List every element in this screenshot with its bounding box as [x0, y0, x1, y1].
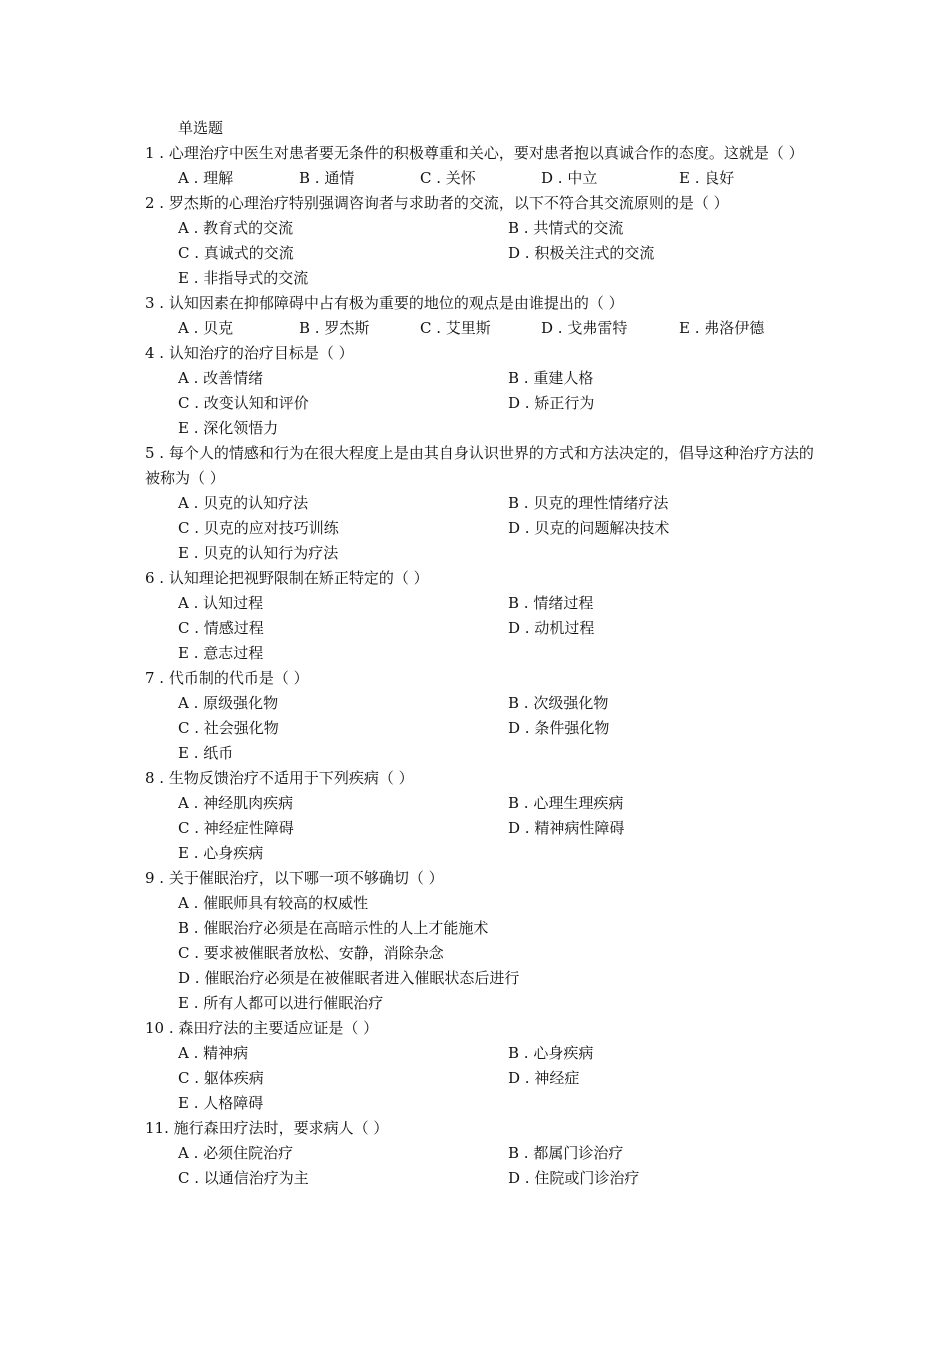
option-d: D . 积极关注式的交流 — [508, 244, 655, 262]
option-row — [178, 591, 825, 616]
option-row — [178, 941, 825, 966]
option-row — [178, 266, 825, 291]
option-d: D . 戈弗雷特 — [541, 319, 628, 337]
option-a: A . 原级强化物 — [178, 694, 279, 712]
option-b: B . 次级强化物 — [508, 694, 609, 712]
option-b: B . 贝克的理性情绪疗法 — [508, 494, 669, 512]
option-row — [178, 716, 825, 741]
option-b: B . 都属门诊治疗 — [508, 1144, 624, 1162]
option-row — [178, 391, 825, 416]
option-e: E . 人格障碍 — [178, 1094, 264, 1112]
question-stem: 5 . 每个人的情感和行为在很大程度上是由其自身认识世界的方式和方法决定的，倡导这种治疗方法的被称为（ ） — [145, 444, 814, 487]
section-title: 单选题 — [178, 119, 224, 137]
option-c: C . 躯体疾病 — [178, 1069, 264, 1087]
options — [145, 491, 825, 566]
option-row — [178, 966, 825, 991]
question-stem: 10 . 森田疗法的主要适应证是（ ） — [145, 1019, 379, 1037]
option-e: E . 纸币 — [178, 744, 234, 762]
option-c: C . 改变认知和评价 — [178, 394, 309, 412]
question-11 — [145, 1116, 825, 1191]
question-5 — [145, 441, 825, 566]
options — [145, 1041, 825, 1116]
option-b: B . 情绪过程 — [508, 594, 594, 612]
question-stem: 9 . 关于催眠治疗，以下哪一项不够确切（ ） — [145, 869, 444, 887]
option-a: A . 精神病 — [178, 1044, 249, 1062]
option-d: D . 动机过程 — [508, 619, 595, 637]
option-row — [178, 1166, 825, 1191]
options — [145, 591, 825, 666]
option-b: B . 罗杰斯 — [299, 319, 370, 337]
option-row — [178, 616, 825, 641]
options — [145, 691, 825, 766]
question-10 — [145, 1016, 825, 1116]
question-stem: 3 . 认知因素在抑郁障碍中占有极为重要的地位的观点是由谁提出的（ ） — [145, 294, 624, 312]
option-row — [178, 641, 825, 666]
options — [145, 216, 825, 291]
option-row — [178, 1141, 825, 1166]
question-list — [145, 116, 825, 1191]
option-c: C . 神经症性障碍 — [178, 819, 294, 837]
options — [145, 166, 825, 191]
option-row — [178, 241, 825, 266]
question-4 — [145, 341, 825, 441]
option-a: A . 神经肌肉疾病 — [178, 794, 294, 812]
option-row — [178, 841, 825, 866]
option-d: D . 住院或门诊治疗 — [508, 1169, 640, 1187]
option-e: E . 意志过程 — [178, 644, 264, 662]
option-row — [178, 316, 825, 341]
question-stem: 8 . 生物反馈治疗不适用于下列疾病（ ） — [145, 769, 414, 787]
question-stem: 4 . 认知治疗的治疗目标是（ ） — [145, 344, 354, 362]
option-row — [178, 516, 825, 541]
option-a: A . 认知过程 — [178, 594, 264, 612]
option-a: A . 必须住院治疗 — [178, 1144, 294, 1162]
question-3 — [145, 291, 825, 341]
option-b: B . 重建人格 — [508, 369, 594, 387]
question-stem: 7 . 代币制的代币是（ ） — [145, 669, 309, 687]
options — [145, 1141, 825, 1191]
option-a: A . 教育式的交流 — [178, 219, 294, 237]
option-d: D . 贝克的问题解决技术 — [508, 519, 670, 537]
option-a: A . 理解 — [178, 169, 234, 187]
option-c: C . 真诚式的交流 — [178, 244, 294, 262]
question-9 — [145, 866, 825, 1016]
option-a: A . 贝克 — [178, 319, 234, 337]
option-b: B . 通情 — [299, 169, 355, 187]
question-stem: 11. 施行森田疗法时，要求病人（ ） — [145, 1119, 389, 1137]
option-row — [178, 416, 825, 441]
option-b: B . 心身疾病 — [508, 1044, 594, 1062]
option-b: B . 共情式的交流 — [508, 219, 624, 237]
option-row — [178, 916, 825, 941]
option-e: E . 良好 — [679, 169, 735, 187]
option-a: A . 贝克的认知疗法 — [178, 494, 309, 512]
option-row — [178, 366, 825, 391]
question-7 — [145, 666, 825, 766]
option-c: C . 艾里斯 — [420, 319, 491, 337]
question-8 — [145, 766, 825, 866]
option-c: C . 关怀 — [420, 169, 476, 187]
option-b: B . 催眠治疗必须是在高暗示性的人上才能施术 — [178, 919, 489, 937]
option-e: E . 非指导式的交流 — [178, 269, 309, 287]
option-row — [178, 166, 825, 191]
option-e: E . 弗洛伊德 — [679, 319, 765, 337]
option-c: C . 贝克的应对技巧训练 — [178, 519, 339, 537]
option-a: A . 催眠师具有较高的权威性 — [178, 894, 369, 912]
option-row — [178, 816, 825, 841]
question-1 — [145, 141, 825, 191]
options — [145, 891, 825, 1016]
option-row — [178, 1066, 825, 1091]
question-stem: 2 . 罗杰斯的心理治疗特别强调咨询者与求助者的交流，以下不符合其交流原则的是（ ） — [145, 194, 729, 212]
options — [145, 316, 825, 341]
option-e: E . 贝克的认知行为疗法 — [178, 544, 339, 562]
option-c: C . 社会强化物 — [178, 719, 279, 737]
option-row — [178, 1091, 825, 1116]
option-e: E . 心身疾病 — [178, 844, 264, 862]
question-stem: 6 . 认知理论把视野限制在矫正特定的（ ） — [145, 569, 429, 587]
option-a: A . 改善情绪 — [178, 369, 264, 387]
option-c: C . 情感过程 — [178, 619, 264, 637]
option-c: C . 以通信治疗为主 — [178, 1169, 309, 1187]
option-d: D . 矫正行为 — [508, 394, 595, 412]
option-row — [178, 1041, 825, 1066]
question-6 — [145, 566, 825, 666]
option-b: B . 心理生理疾病 — [508, 794, 624, 812]
option-c: C . 要求被催眠者放松、安静，消除杂念 — [178, 944, 444, 962]
options — [145, 366, 825, 441]
option-d: D . 中立 — [541, 169, 598, 187]
option-row — [178, 891, 825, 916]
option-row — [178, 216, 825, 241]
option-row — [178, 741, 825, 766]
question-stem: 1 . 心理治疗中医生对患者要无条件的积极尊重和关心，要对患者抱以真诚合作的态度。这就是（ ） — [145, 144, 804, 162]
question-2 — [145, 191, 825, 291]
option-d: D . 催眠治疗必须是在被催眠者进入催眠状态后进行 — [178, 969, 520, 987]
option-e: E . 所有人都可以进行催眠治疗 — [178, 994, 384, 1012]
option-row — [178, 791, 825, 816]
option-d: D . 精神病性障碍 — [508, 819, 625, 837]
option-e: E . 深化领悟力 — [178, 419, 279, 437]
option-row — [178, 991, 825, 1016]
option-row — [178, 491, 825, 516]
option-d: D . 条件强化物 — [508, 719, 610, 737]
option-row — [178, 691, 825, 716]
options — [145, 791, 825, 866]
option-d: D . 神经症 — [508, 1069, 580, 1087]
option-row — [178, 541, 825, 566]
